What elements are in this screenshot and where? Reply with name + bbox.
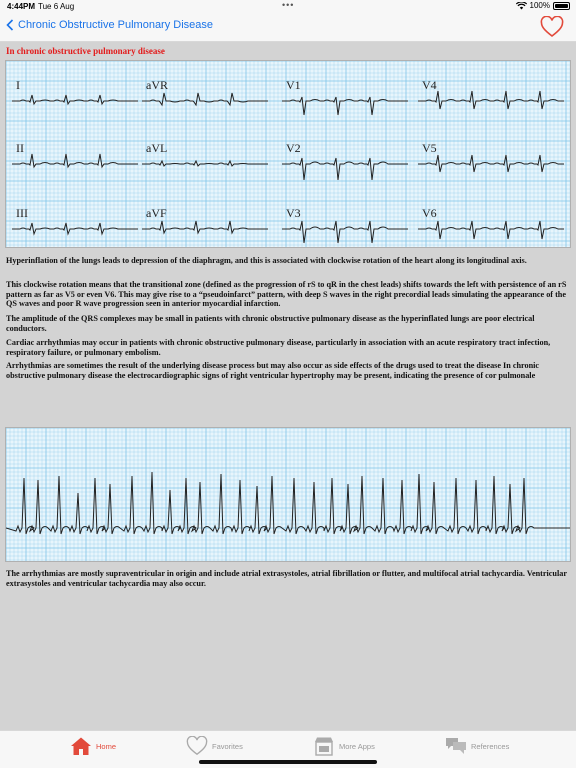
paragraph-qrs-amplitude: The amplitude of the QRS complexes may be small in patients with chronic obstructive pulmonary disease as the hyperinflated lungs are poor electrical conductors. [6,314,535,333]
tab-favorites-label: Favorites [212,741,243,751]
store-icon [313,736,335,756]
ecg-lead-label: I [16,78,20,92]
ecg-lead-label: aVL [146,141,168,155]
paragraph-drug-side-effects: Arrhythmias are sometimes the result of the underlying disease process but may also occur as side effects of the drugs used to treat the disease In chronic obstructive pulmonary disease the electrocardiographic signs of right ventricular hypertrophy may be present, indicating the presence of cor pulmonale [6,361,540,380]
chat-icon [445,736,467,756]
tab-more-apps-label: More Apps [339,741,375,751]
ecg-lead-label: V6 [422,206,437,220]
tab-references-label: References [471,741,510,751]
paragraph-arrhythmia-types: The arrhythmias are mostly supraventricular in origin and include atrial extrasystoles, atrial fibrillation or flutter, and multifocal atrial tachycardia. Ventricular extrasystoles and ventricular tachycardia may also occur. [6,569,567,588]
ecg-rhythm-strip-image [5,427,571,562]
status-time: 4:44PM [7,2,36,11]
back-button-label: Chronic Obstructive Pulmonary Disease [18,19,214,31]
ecg-lead-label: aVF [146,206,167,220]
ecg-lead-label: III [16,206,28,220]
status-bar [0,0,576,14]
home-indicator[interactable] [199,760,377,764]
tab-home[interactable] [70,735,116,757]
article-content [0,42,576,730]
tab-favorites[interactable] [186,735,243,757]
ecg-lead-label: V3 [286,206,301,220]
battery-icon [553,2,570,10]
battery-percent: 100% [529,1,550,10]
multitasking-dots-icon[interactable]: ••• [282,0,295,10]
tab-more-apps[interactable] [313,735,375,757]
ecg-lead-label: aVR [146,78,168,92]
status-date: Tue 6 Aug [38,2,75,11]
ecg-12-lead-image [5,60,571,248]
section-title: In chronic obstructive pulmonary disease [6,46,165,56]
ecg-lead-label: V5 [422,141,437,155]
heart-icon [186,736,208,756]
tab-home-label: Home [96,741,117,751]
navigation-bar [0,14,576,42]
wifi-icon [516,2,527,10]
paragraph-hyperinflation: Hyperinflation of the lungs leads to depression of the diaphragm, and this is associated with clockwise rotation of the heart along its longitudinal axis. [6,256,527,265]
ecg-lead-label: V4 [422,78,437,92]
ecg-lead-label: V1 [286,78,301,92]
paragraph-clockwise-rotation: This clockwise rotation means that the transitional zone (defined as the progression of rS to qR in the chest leads) shifts towards the left with persistence of an rS pattern as far as V5 or even V6. This may give rise to a “pseudoinfarct” pattern, with deep S waves in the right precordial leads simulating the appearance of the QS waves and poor R wave progression seen in anterior myocardial infarction. [6,280,567,309]
paragraph-cardiac-arrhythmias: Cardiac arrhythmias may occur in patients with chronic obstructive pulmonary disease, particularly in association with an acute respiratory tract infection, respiratory failure, or pulmonary embolism. [6,338,551,357]
ecg-lead-label: V2 [286,141,301,155]
ecg-lead-label: II [16,141,24,155]
back-button[interactable] [6,19,213,31]
favorite-heart-icon[interactable] [540,16,564,38]
chevron-left-icon [6,19,14,31]
home-icon [70,736,92,756]
tab-references[interactable] [445,735,509,757]
status-right [516,1,570,10]
